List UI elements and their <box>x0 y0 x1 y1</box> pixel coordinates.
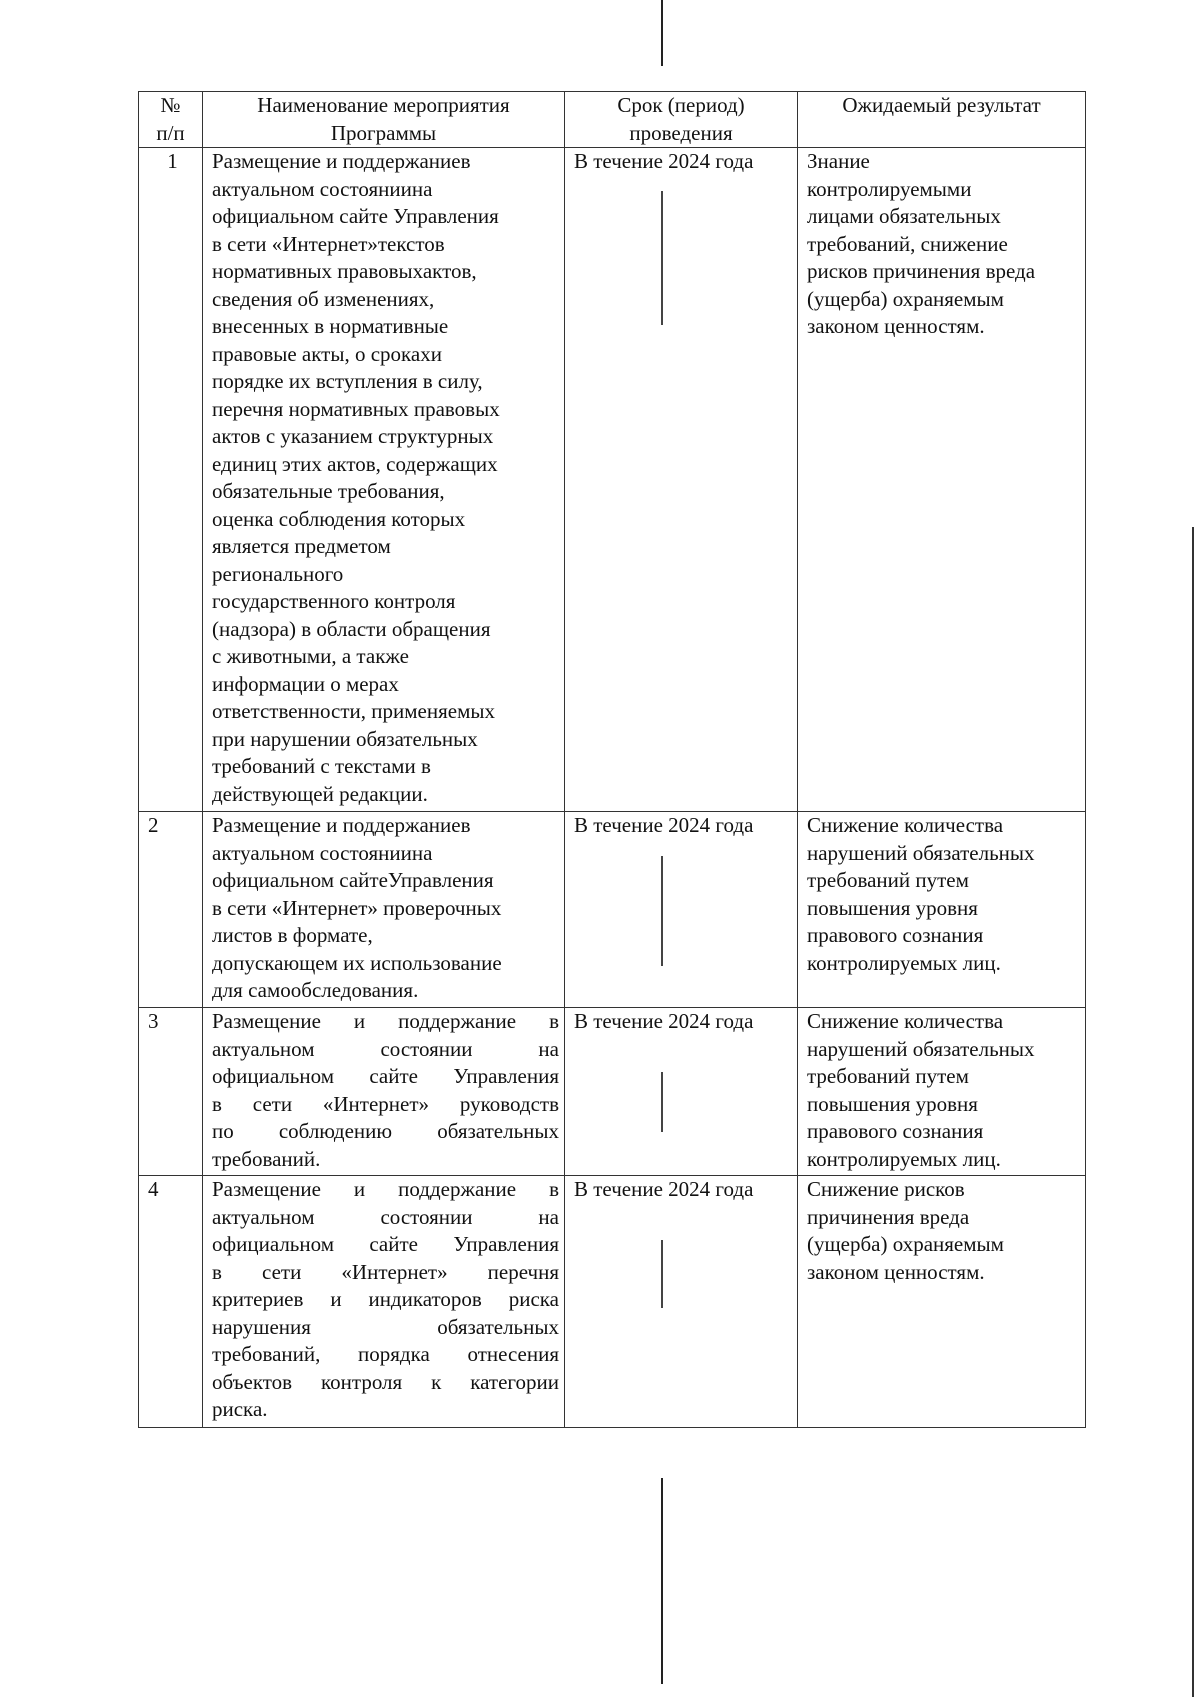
measure-name: Размещение и поддержание в актуальном состоянии на официальном сайте Управления в сети «Интернет» перечня критериев и индикаторов риска нарушения обязательных требований, порядка отнесения объектов контроля к категории риска. <box>203 1176 565 1428</box>
measure-term: В течение 2024 года <box>565 812 798 1008</box>
scan-mark <box>661 1072 663 1132</box>
scan-line-top <box>661 0 663 66</box>
row-number: 3 <box>139 1008 203 1176</box>
measure-name: Размещение и поддержаниев актуальном состояниина официальном сайтеУправления в сети «Интернет» проверочных листов в формате, допускающем их использование для самообследования. <box>203 812 565 1008</box>
row-number: 1 <box>139 148 203 812</box>
measure-term: В течение 2024 года <box>565 148 798 812</box>
table-row <box>139 1008 1086 1176</box>
table-row <box>139 812 1086 1008</box>
header-row <box>139 92 1086 148</box>
header-num: № п/п <box>139 92 203 148</box>
scan-mark <box>661 191 663 325</box>
scan-mark <box>661 1240 663 1308</box>
row-number: 4 <box>139 1176 203 1428</box>
expected-result: Снижение количества нарушений обязательных требований путем повышения уровня правового сознания контролируемых лиц. <box>798 812 1086 1008</box>
expected-result: Снижение количества нарушений обязательных требований путем повышения уровня правового сознания контролируемых лиц. <box>798 1008 1086 1176</box>
header-result: Ожидаемый результат <box>798 92 1086 148</box>
measure-term: В течение 2024 года <box>565 1176 798 1428</box>
header-name: Наименование мероприятия Программы <box>203 92 565 148</box>
row-number: 2 <box>139 812 203 1008</box>
table-row <box>139 148 1086 812</box>
measure-name: Размещение и поддержание в актуальном состоянии на официальном сайте Управления в сети «Интернет» руководств по соблюдению обязательных требований. <box>203 1008 565 1176</box>
scan-line-bottom <box>661 1478 663 1684</box>
header-term: Срок (период) проведения <box>565 92 798 148</box>
program-table <box>138 91 1086 1428</box>
scan-mark <box>661 856 663 966</box>
scan-line-right-edge <box>1192 527 1194 1697</box>
table-row <box>139 1176 1086 1428</box>
measure-name: Размещение и поддержаниев актуальном состояниина официальном сайте Управления в сети «Интернет»текстов нормативных правовыхактов, сведения об изменениях, внесенных в нормативные правовые акты, о срокахи порядке их вступления в силу, перечня нормативных правовых актов с указанием структурных единиц этих актов, содержащих обязательные требования, оценка соблюдения которых является предметом регионального государственного контроля (надзора) в области обращения с животными, а также информации о мерах ответственности, применяемых при нарушении обязательных требований с текстами в действующей редакции. <box>203 148 565 812</box>
expected-result: Знание контролируемыми лицами обязательных требований, снижение рисков причинения вреда (ущерба) охраняемым законом ценностям. <box>798 148 1086 812</box>
expected-result: Снижение рисков причинения вреда (ущерба) охраняемым законом ценностям. <box>798 1176 1086 1428</box>
measure-term: В течение 2024 года <box>565 1008 798 1176</box>
